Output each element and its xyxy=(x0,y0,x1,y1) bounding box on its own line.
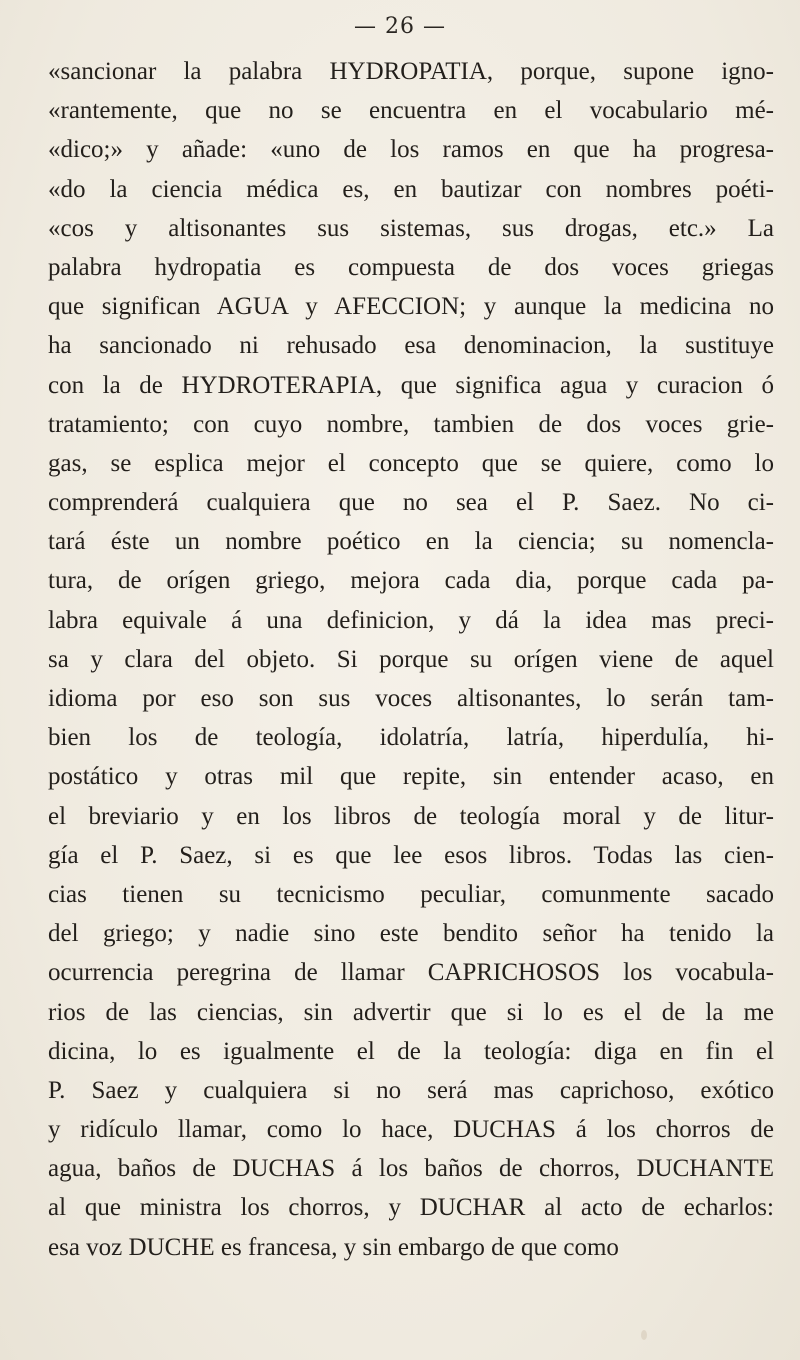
text-line: ha sancionado ni rehusado esa denominacion, la sustituye xyxy=(48,332,774,360)
text-line: con la de HYDROTERAPIA, que significa agua y curacion ó xyxy=(48,371,774,399)
text-line: palabra hydropatia es compuesta de dos voces griegas xyxy=(48,253,774,281)
text-line: P. Saez y cualquiera si no será mas caprichoso, exótico xyxy=(48,1076,774,1104)
text-line: tará éste un nombre poético en la ciencia; su nomencla- xyxy=(48,528,774,556)
text-line: y ridículo llamar, como lo hace, DUCHAS á los chorros de xyxy=(48,1116,774,1144)
text-line: cias tienen su tecnicismo peculiar, comunmente sacado xyxy=(48,880,774,908)
text-line: labra equivale á una definicion, y dá la idea mas preci- xyxy=(48,606,774,634)
body-text xyxy=(48,52,774,1267)
text-line: idioma por eso son sus voces altisonantes, lo serán tam- xyxy=(48,685,774,712)
text-line: sa y clara del objeto. Si porque su orígen viene de aquel xyxy=(48,645,774,673)
text-line: tratamiento; con cuyo nombre, tambien de dos voces grie- xyxy=(48,410,774,438)
text-line: esa voz DUCHE es francesa, y sin embargo de que como xyxy=(48,1233,619,1261)
text-line: postático y otras mil que repite, sin entender acaso, en xyxy=(48,763,774,791)
paper-stain xyxy=(641,1330,647,1340)
text-line: «cos y altisonantes sus sistemas, sus drogas, etc.» La xyxy=(48,214,774,242)
text-line: «dico;» y añade: «uno de los ramos en que ha progresa- xyxy=(48,136,774,164)
text-line: ocurrencia peregrina de llamar CAPRICHOSOS los vocabula- xyxy=(48,959,774,987)
text-line: agua, baños de DUCHAS á los baños de chorros, DUCHANTE xyxy=(48,1155,774,1183)
text-line: del griego; y nadie sino este bendito señor ha tenido la xyxy=(48,920,774,948)
text-line: «rantemente, que no se encuentra en el vocabulario mé- xyxy=(48,97,774,125)
text-line: dicina, lo es igualmente el de la teología: diga en fin el xyxy=(48,1037,774,1065)
text-line: gía el P. Saez, si es que lee esos libros. Todas las cien- xyxy=(48,841,774,869)
text-line: el breviario y en los libros de teología moral y de litur- xyxy=(48,802,774,830)
text-line: bien los de teología, idolatría, latría, hiperdulía, hi- xyxy=(48,724,774,752)
text-line: comprenderá cualquiera que no sea el P. Saez. No ci- xyxy=(48,489,774,517)
text-line: rios de las ciencias, sin advertir que si lo es el de la me xyxy=(48,998,774,1026)
page-number: — 26 — xyxy=(354,14,446,39)
text-line: que significan AGUA y AFECCION; y aunque la medicina no xyxy=(48,293,774,321)
text-line: al que ministra los chorros, y DUCHAR al acto de echarlos: xyxy=(48,1194,774,1222)
text-line: gas, se esplica mejor el concepto que se quiere, como lo xyxy=(48,449,774,477)
text-line: «sancionar la palabra HYDROPATIA, porque, supone igno- xyxy=(48,58,774,85)
text-line: «do la ciencia médica es, en bautizar con nombres poéti- xyxy=(48,175,774,203)
text-line: tura, de orígen griego, mejora cada dia, porque cada pa- xyxy=(48,567,774,595)
